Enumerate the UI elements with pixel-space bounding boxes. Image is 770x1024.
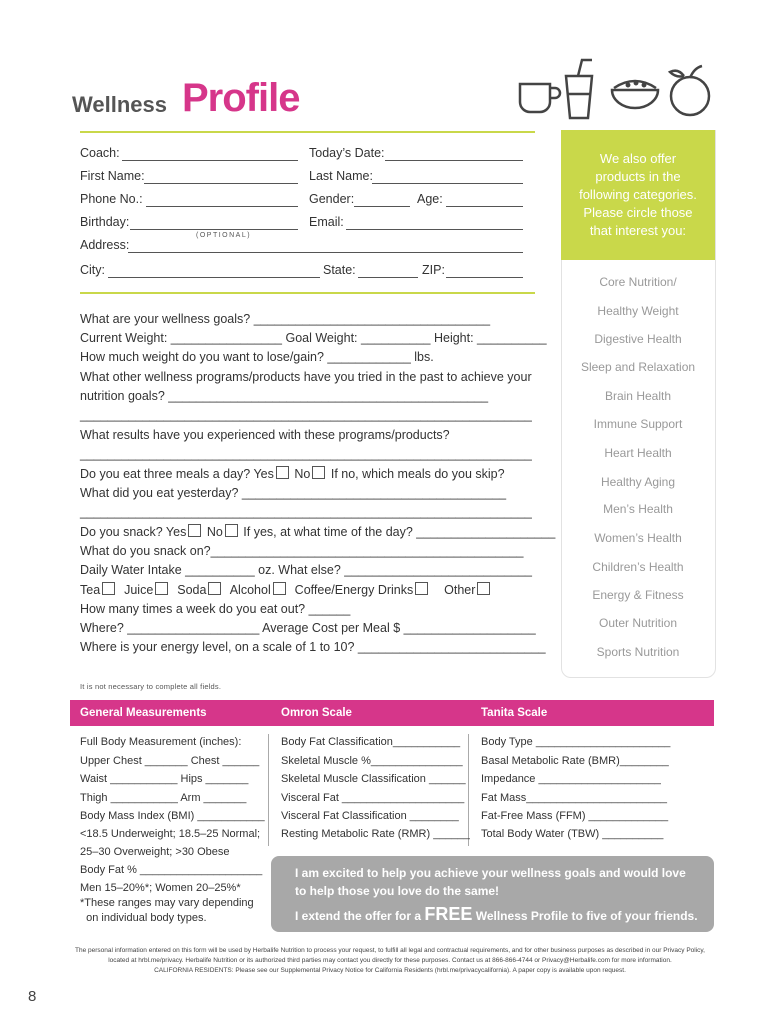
yes-checkbox[interactable] [276, 466, 289, 479]
general-row[interactable]: Body Fat % ____________________ [80, 864, 263, 876]
first-name-field[interactable] [144, 183, 298, 184]
general-row[interactable]: Upper Chest _______ Chest ______ [80, 755, 260, 767]
omron-row[interactable]: Skeletal Muscle %_______________ [281, 755, 463, 767]
gender-label: Gender: [309, 192, 355, 206]
top-rule [80, 131, 535, 133]
omron-row[interactable]: Skeletal Muscle Classification ______ [281, 773, 466, 785]
general-row: on individual body types. [80, 912, 207, 924]
snack-no-checkbox[interactable] [225, 524, 238, 537]
general-row: Full Body Measurement (inches): [80, 736, 242, 748]
q-weight[interactable]: Current Weight: ________________ Goal Weight: __________ Height: __________ [80, 331, 547, 345]
omron-row[interactable]: Resting Metabolic Rate (RMR) ______ [281, 828, 470, 840]
general-row[interactable]: Thigh ___________ Arm _______ [80, 792, 247, 804]
fineprint-line-2: located at hrbl.me/privacy. Herbalife Nutrition or its authorized third parties may contact you directly for these purposes. Contact us at 866-866-4744 or Privacy@Herbalife.com for more information. [108, 957, 672, 964]
soda-label: Soda [177, 583, 207, 597]
sidebar-heading-line: Please circle those [583, 205, 693, 220]
category-healthy-aging[interactable]: Healthy Aging [600, 475, 676, 489]
soda-checkbox[interactable] [208, 582, 221, 595]
age-field[interactable] [446, 206, 523, 207]
general-row: Men 15–20%*; Women 20–25%* [80, 882, 241, 894]
bowl-icon [612, 81, 658, 108]
todays-date-field[interactable] [385, 160, 523, 161]
gender-field[interactable] [354, 206, 410, 207]
promo-free: FREE [424, 904, 473, 924]
sidebar-heading-line: following categories. [579, 187, 697, 202]
address-field[interactable] [128, 252, 523, 253]
q-drinks [80, 582, 492, 597]
general-row: 25–30 Overweight; >30 Obese [80, 846, 230, 858]
page-number: 8 [28, 988, 37, 1005]
drink-glass-icon [566, 60, 592, 118]
tanita-row[interactable]: Basal Metabolic Rate (BMR)________ [481, 755, 669, 767]
promo-line-3a: I extend the offer for a [295, 909, 422, 923]
mid-rule [80, 292, 535, 294]
omron-row[interactable]: Visceral Fat ____________________ [281, 792, 465, 804]
q-snack-on[interactable]: What do you snack on?_____________________________________________ [80, 544, 524, 558]
category-outer-nutrition[interactable]: Outer Nutrition [598, 616, 678, 630]
optional-fields-note: It is not necessary to complete all fields. [80, 682, 222, 691]
q-blank-line-1[interactable]: _________________________________________________________________ [80, 408, 532, 422]
zip-field[interactable] [446, 277, 523, 278]
q-other-programs: What other wellness programs/products have you tried in the past to achieve your [80, 370, 532, 384]
promo-line-3 [295, 904, 698, 925]
juice-label: Juice [124, 583, 154, 597]
q-energy-level[interactable]: Where is your energy level, on a scale of 1 to 10? ___________________________ [80, 640, 546, 654]
state-field[interactable] [358, 277, 418, 278]
title-profile: Profile [182, 76, 300, 120]
last-name-field[interactable] [372, 183, 523, 184]
category-heart-health[interactable]: Heart Health [604, 446, 672, 460]
q-three-meals-no: No [294, 467, 311, 481]
category-sleep-relaxation[interactable]: Sleep and Relaxation [580, 360, 696, 374]
q-snack-no: No [206, 525, 223, 539]
other-checkbox[interactable] [477, 582, 490, 595]
q-wellness-goals[interactable]: What are your wellness goals? __________________________________ [80, 312, 491, 326]
general-row: <18.5 Underweight; 18.5–25 Normal; [80, 828, 261, 840]
coffee-label: Coffee/Energy Drinks [294, 583, 414, 597]
promo-line-3c: Wellness Profile to five of your friends. [475, 909, 698, 923]
q-snack [80, 524, 555, 539]
coffee-checkbox[interactable] [415, 582, 428, 595]
q-eat-out[interactable]: How many times a week do you eat out? ______ [80, 602, 351, 616]
category-womens-health[interactable]: Women’s Health [594, 531, 682, 545]
category-sports-nutrition[interactable]: Sports Nutrition [596, 645, 680, 659]
category-brain-health[interactable]: Brain Health [604, 389, 672, 403]
q-three-meals-yes: Do you eat three meals a day? Yes [80, 467, 274, 481]
snack-yes-checkbox[interactable] [188, 524, 201, 537]
first-name-label: First Name: [80, 169, 145, 183]
sidebar-heading-line: that interest you: [589, 223, 687, 238]
sidebar-heading [561, 130, 715, 260]
general-row: *These ranges may vary depending [80, 897, 254, 909]
category-childrens-health[interactable]: Children’s Health [592, 560, 684, 574]
todays-date-label: Today’s Date: [309, 146, 385, 160]
category-core-nutrition[interactable]: Core Nutrition/ [599, 275, 677, 289]
fineprint-line-1: The personal information entered on this form will be used by Herbalife Nutrition to process your request, to fulfill all legal and contractual requirements, and for other business purposes as described in our Privacy Policy, [75, 947, 705, 954]
q-ate-yesterday[interactable]: What did you eat yesterday? ______________________________________ [80, 486, 507, 500]
alcohol-checkbox[interactable] [273, 582, 286, 595]
city-field[interactable] [108, 277, 320, 278]
omron-row[interactable]: Body Fat Classification___________ [281, 736, 461, 748]
category-immune-support[interactable]: Immune Support [593, 417, 683, 431]
tanita-row[interactable]: Impedance ____________________ [481, 773, 661, 785]
fruit-icon [670, 66, 709, 115]
food-icons [508, 58, 718, 122]
phone-field[interactable] [146, 206, 298, 207]
sidebar-heading-line: products in the [595, 169, 681, 184]
q-lose-gain[interactable]: How much weight do you want to lose/gain? ____________ lbs. [80, 350, 434, 364]
q-snack-yes: Do you snack? Yes [80, 525, 187, 539]
coffee-cup-icon [520, 84, 560, 112]
phone-label: Phone No.: [80, 192, 143, 206]
birthday-label: Birthday: [80, 215, 130, 229]
optional-note: (OPTIONAL) [196, 232, 252, 239]
tanita-row[interactable]: Total Body Water (TBW) __________ [481, 828, 664, 840]
other-label: Other [444, 583, 476, 597]
header-tanita-scale: Tanita Scale [481, 707, 548, 719]
city-label: City: [80, 263, 105, 277]
column-divider [268, 734, 269, 846]
tea-checkbox[interactable] [102, 582, 115, 595]
last-name-label: Last Name: [309, 169, 373, 183]
q-snack-time[interactable]: If yes, at what time of the day? ____________________ [243, 525, 556, 539]
q-three-meals [80, 466, 505, 481]
email-field[interactable] [346, 229, 523, 230]
email-label: Email: [309, 215, 344, 229]
omron-row[interactable]: Visceral Fat Classification ________ [281, 810, 459, 822]
title-wellness: Wellness [72, 92, 167, 117]
promo-line-1: I am excited to help you achieve your wellness goals and would love [295, 866, 686, 880]
category-digestive-health[interactable]: Digestive Health [594, 332, 682, 346]
q-skip-meals: If no, which meals do you skip? [330, 467, 505, 481]
alcohol-label: Alcohol [229, 583, 271, 597]
state-label: State: [323, 263, 356, 277]
tanita-row[interactable]: Body Type ______________________ [481, 736, 671, 748]
juice-checkbox[interactable] [155, 582, 168, 595]
sidebar-heading-line: We also offer [599, 151, 677, 166]
q-water-intake[interactable]: Daily Water Intake __________ oz. What else? ___________________________ [80, 563, 532, 577]
address-label: Address: [80, 238, 130, 252]
general-row[interactable]: Body Mass Index (BMI) ___________ [80, 810, 265, 822]
q-blank-line-3[interactable]: _________________________________________________________________ [80, 505, 532, 519]
promo-line-2: to help those you love do the same! [295, 884, 500, 898]
coach-field[interactable] [122, 160, 298, 161]
fineprint-line-3: CALIFORNIA RESIDENTS: Please see our Supplemental Privacy Notice for California Residents (hrbl.me/privacycalifornia). A paper copy is available upon request. [154, 967, 626, 974]
age-label: Age: [417, 192, 443, 206]
tanita-row[interactable]: Fat Mass_______________________ [481, 792, 667, 804]
q-where[interactable]: Where? ___________________ Average Cost per Meal $ ___________________ [80, 621, 536, 635]
q-blank-line-2[interactable]: _________________________________________________________________ [80, 447, 532, 461]
header-omron-scale: Omron Scale [281, 707, 352, 719]
category-mens-health[interactable]: Men’s Health [603, 502, 673, 516]
q-nutrition-goals[interactable]: nutrition goals? ______________________________________________ [80, 389, 489, 403]
header-general-measurements: General Measurements [80, 707, 207, 719]
tanita-row[interactable]: Fat-Free Mass (FFM) _____________ [481, 810, 669, 822]
coach-label: Coach: [80, 146, 120, 160]
tea-label: Tea [80, 583, 101, 597]
q-results: What results have you experienced with these programs/products? [80, 428, 450, 442]
birthday-field[interactable] [130, 229, 298, 230]
zip-label: ZIP: [422, 263, 445, 277]
general-row[interactable]: Waist ___________ Hips _______ [80, 773, 249, 785]
category-energy-fitness[interactable]: Energy & Fitness [592, 588, 684, 602]
no-checkbox[interactable] [312, 466, 325, 479]
category-healthy-weight[interactable]: Healthy Weight [597, 304, 679, 318]
